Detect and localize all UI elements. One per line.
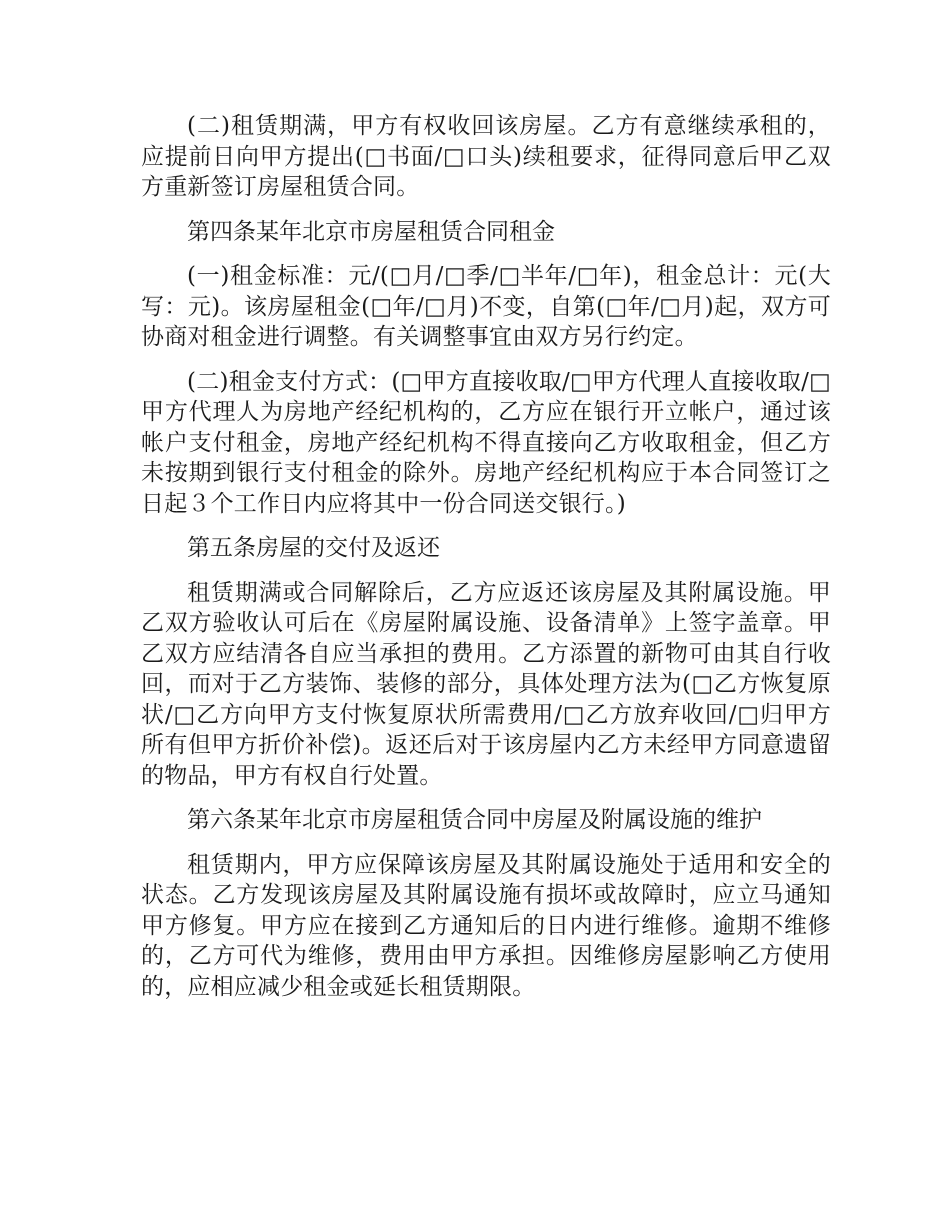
document-body bbox=[141, 111, 831, 1016]
paragraph-renewal: (二)租赁期满，甲方有权收回该房屋。乙方有意继续承租的，应提前日向甲方提出(□书面/□口头)续租要求，征得同意后甲乙双方重新签订房屋租赁合同。 bbox=[141, 113, 831, 200]
paragraph-maintenance: 租赁期内，甲方应保障该房屋及其附属设施处于适用和安全的状态。乙方发现该房屋及其附属设施有损坏或故障时，应立马通知甲方修复。甲方应在接到乙方通知后的日内进行维修。逾期不维修的，乙方可代为维修，费用由甲方承担。因维修房屋影响乙方使用的，应相应减少租金或延长租赁期限。 bbox=[141, 851, 831, 1000]
paragraph-return: 租赁期满或合同解除后，乙方应返还该房屋及其附属设施。甲乙双方验收认可后在《房屋附属设施、设备清单》上签字盖章。甲乙双方应结清各自应当承担的费用。乙方添置的新物可由其自行收回，而对于乙方装饰、装修的部分，具体处理方法为(□乙方恢复原状/□乙方向甲方支付恢复原状所需费用/□乙方放弃收回/□归甲方所有但甲方折价补偿)。返还后对于该房屋内乙方未经甲方同意遗留的物品，甲方有权自行处置。 bbox=[141, 579, 831, 789]
paragraph-rent-standard: (一)租金标准：元/(□月/□季/□半年/□年)，租金总计：元(大写：元)。该房屋租金(□年/□月)不变，自第(□年/□月)起，双方可协商对租金进行调整。有关调整事宜由双方另行约定。 bbox=[141, 263, 831, 350]
article-5-heading: 第五条房屋的交付及返还 bbox=[187, 535, 440, 561]
article-4-heading: 第四条某年北京市房屋租赁合同租金 bbox=[187, 218, 555, 245]
paragraph-rent-payment: (二)租金支付方式：(□甲方直接收取/□甲方代理人直接收取/□甲方代理人为房地产经纪机构的，乙方应在银行开立帐户，通过该帐户支付租金，房地产经纪机构不得直接向乙方收取租金，但乙方未按期到银行支付租金的除外。房地产经纪机构应于本合同签订之日起３个工作日内应将其中一份合同送交银行。) bbox=[141, 368, 831, 517]
article-6-heading: 第六条某年北京市房屋租赁合同中房屋及附属设施的维护 bbox=[187, 807, 762, 833]
